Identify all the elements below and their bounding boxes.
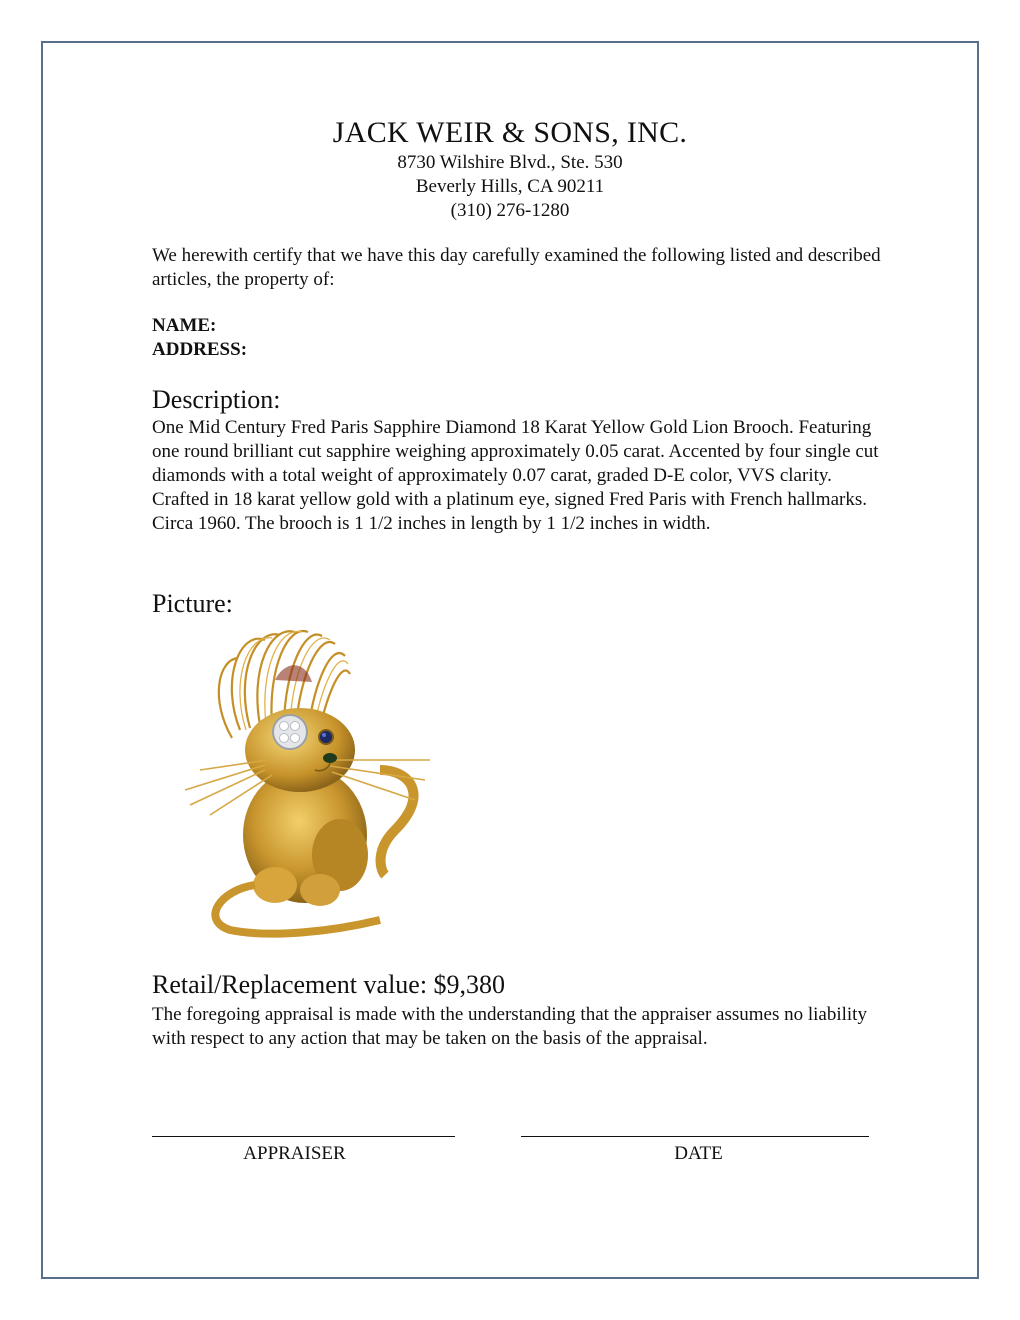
- date-label: DATE: [674, 1143, 723, 1164]
- replacement-value: Retail/Replacement value: $9,380: [152, 970, 506, 999]
- company-name: JACK WEIR & SONS, INC.: [332, 116, 688, 149]
- certification-intro: We herewith certify that we have this day carefully examined the following listed and described articles, the property of:: [152, 245, 881, 290]
- address-line-2: Beverly Hills, CA 90211: [415, 176, 605, 197]
- appraiser-label: APPRAISER: [243, 1143, 346, 1164]
- description-text: One Mid Century Fred Paris Sapphire Diamond 18 Karat Yellow Gold Lion Brooch. Featuring one round brilliant cut sapphire weighing approximately 0.05 carat. Accented by four single cut diamonds with a total weight of approximately 0.07 carat, graded D-E color, VVS clarity. Crafted in 18 karat yellow gold with a platinum eye, signed Fred Paris with French hallmarks. Circa 1960. The brooch is 1 1/2 inches in length by 1 1/2 inches in width.: [152, 417, 879, 534]
- phone-number: (310) 276-1280: [450, 200, 570, 221]
- name-label: NAME:: [152, 315, 217, 336]
- address-line-1: 8730 Wilshire Blvd., Ste. 530: [397, 152, 623, 173]
- picture-heading: Picture:: [152, 589, 233, 618]
- liability-disclaimer: The foregoing appraisal is made with the understanding that the appraiser assumes no liability with respect to any action that may be taken on the basis of the appraisal.: [152, 1004, 867, 1049]
- appraiser-signature-line: [152, 1136, 455, 1137]
- address-label: ADDRESS:: [152, 339, 248, 360]
- date-signature-line: [521, 1136, 869, 1137]
- description-heading: Description:: [152, 385, 281, 414]
- lion-brooch-image: [180, 620, 440, 940]
